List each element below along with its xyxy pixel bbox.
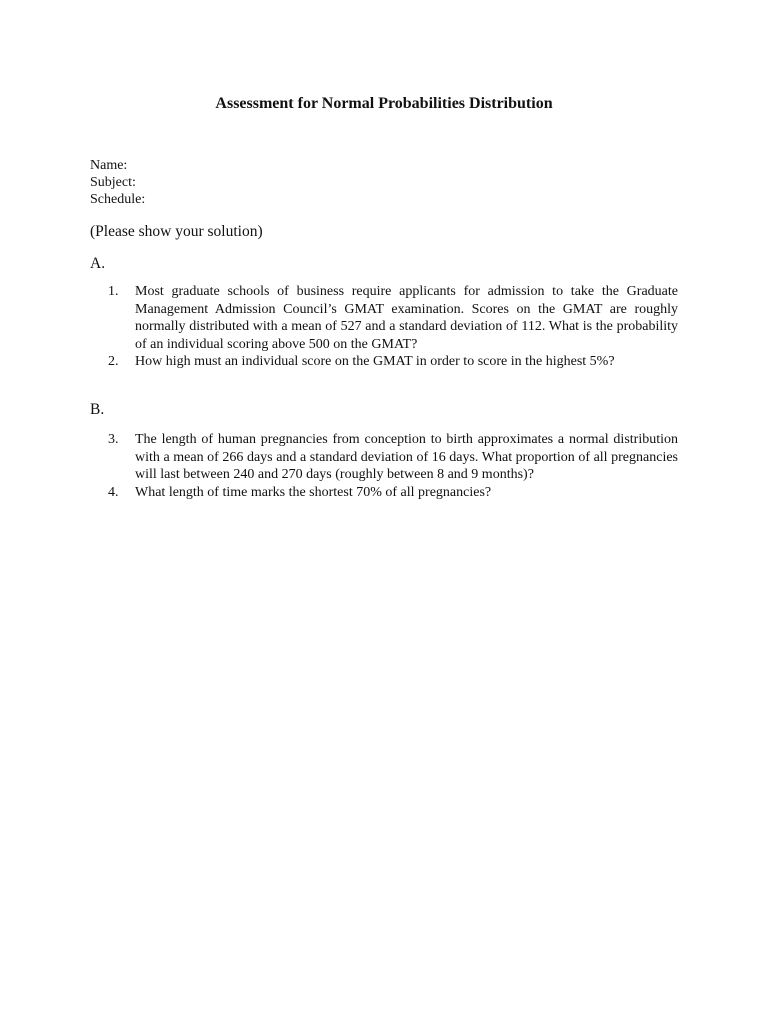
instruction-text: (Please show your solution) <box>90 223 263 240</box>
schedule-field-label: Schedule: <box>90 192 146 207</box>
section-a-label: A. <box>90 255 106 272</box>
question-number: 2. <box>108 354 119 369</box>
section-b-label: B. <box>90 401 105 418</box>
question-number: 3. <box>108 432 119 447</box>
question-item <box>108 431 678 484</box>
student-info-fields <box>90 157 145 208</box>
question-text: How high must an individual score on the GMAT in order to score in the highest 5%? <box>135 354 615 369</box>
question-item <box>108 484 678 502</box>
subject-field-label: Subject: <box>90 175 136 190</box>
question-item <box>108 353 678 371</box>
section-a-questions <box>108 283 678 371</box>
question-item <box>108 283 678 353</box>
document-title: Assessment for Normal Probabilities Distribution <box>215 95 553 112</box>
question-text: What length of time marks the shortest 70% of all pregnancies? <box>135 484 492 500</box>
question-number: 4. <box>108 484 119 500</box>
question-text: Most graduate schools of business require applicants for admission to take the Graduate Management Admission Council’s GMAT examination. Scores on the GMAT are roughly normally distributed with a mean of 527 and a standard deviation of 112. What is the probability of an individual scoring above 500 on the GMAT? <box>135 284 678 352</box>
question-text: The length of human pregnancies from conception to birth approximates a normal distribution with a mean of 266 days and a standard deviation of 16 days. What proportion of all pregnancies will last between 240 and 270 days (roughly between 8 and 9 months)? <box>135 432 678 482</box>
question-number: 1. <box>108 284 119 299</box>
name-field-label: Name: <box>90 158 128 173</box>
section-b-questions <box>108 431 678 501</box>
